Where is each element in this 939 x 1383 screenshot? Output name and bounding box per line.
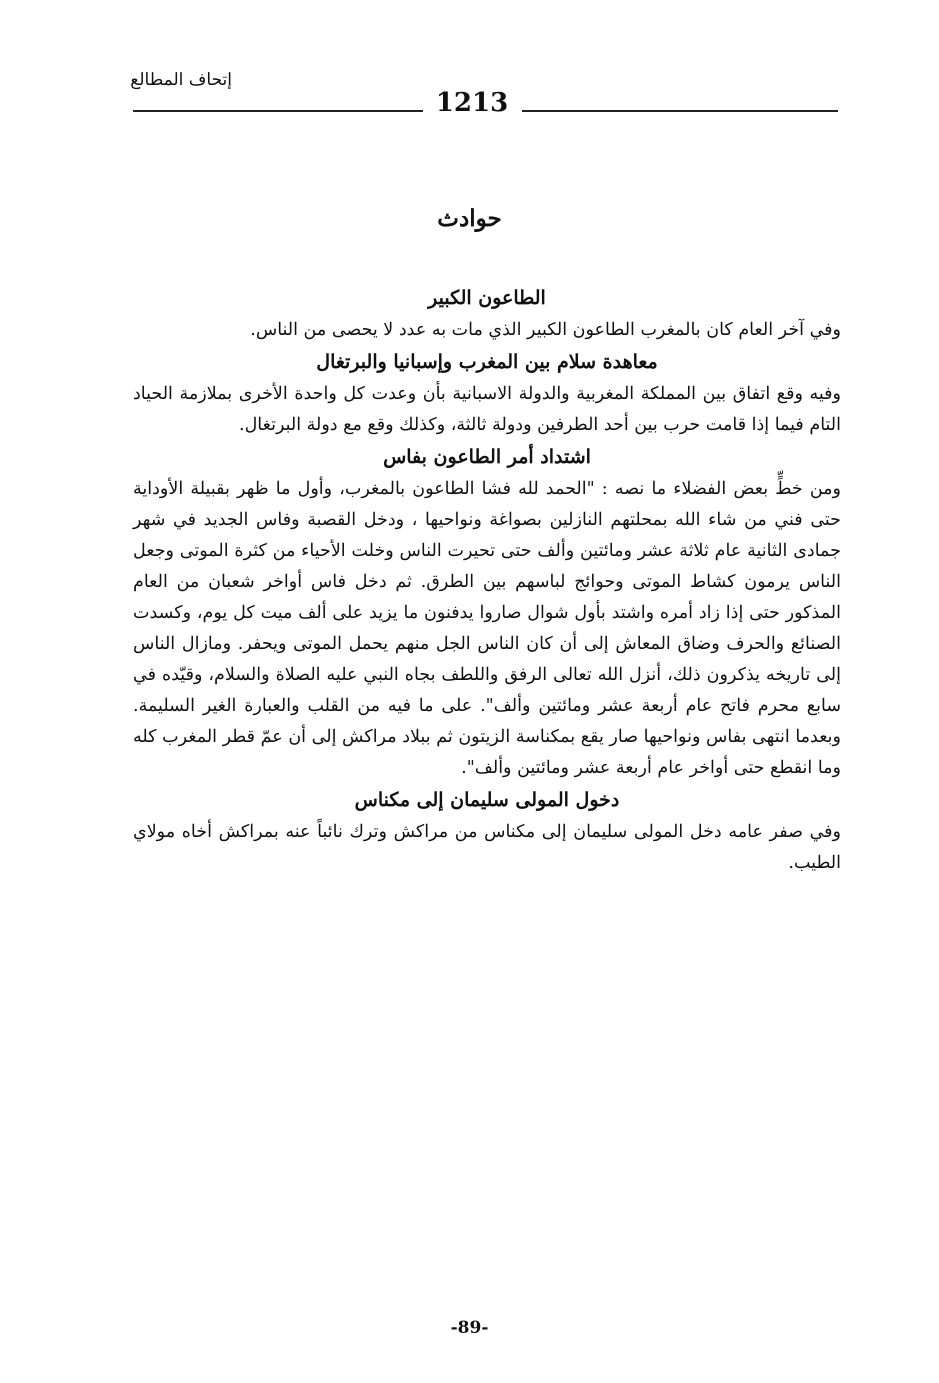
entry-text-plague-fes: ومن خطٍّ بعض الفضلاء ما نصه : "الحمد لله فشا الطاعون بالمغرب، وأول ما ظهر بقبيلة الأوداية حتى فني من شاء الله بمحلتهم النازلين بصواغة ونواحيها ، ودخل القصبة وفاس الجديد في شهر جمادى الثانية عام ثلاثة عشر ومائتين وألف حتى تحيرت الناس وخلت الأحياء من كثرة الموتى وجعل الناس يرمون كشاط الموتى وحوائج لباسهم بين الطرق. ثم دخل فاس أواخر شعبان من العام المذكور حتى إذا زاد أمره واشتد بأول شوال صاروا يدفنون ما يزيد على ألف ميت كل يوم، وكسدت الصنائع والحرف وضاق المعاش إلى أن كان الناس الجل منهم يحمل الموتى ويحفر. ومازال الناس إلى تاريخه يذكرون ذلك، أنزل الله تعالى الرفق واللطف بجاه النبي عليه الصلاة والسلام، وقيّده في سابع محرم فاتح عام أربعة عشر ومائتين وألف". على ما فيه من القلب والعبارة الغير السليمة. وبعدما انتهى بفاس ونواحيها صار يقع بمكناسة الزيتون ثم ببلاد مراكش إلى أن عمّ قطر المغرب كله وما انقطع حتى أواخر عام أربعة عشر ومائتين وألف". <box>133 479 841 778</box>
entry-heading-plague: الطاعون الكبير <box>428 287 546 309</box>
page-number: -89- <box>450 1318 489 1338</box>
entry-text-treaty: وفيه وقع اتفاق بين المملكة المغربية والدولة الاسبانية بأن وعدت كل واحدة الأخرى بملازمة الحياد التام فيما إذا قامت حرب بين أحد الطرفين ودولة ثالثة، وكذلك وقع مع دولة البرتغال. <box>133 384 841 435</box>
entry-heading-treaty: معاهدة سلام بين المغرب وإسبانيا والبرتغال <box>316 351 658 373</box>
running-title: إتحاف المطالع <box>130 70 232 90</box>
entry-text-meknes: وفي صفر عامه دخل المولى سليمان إلى مكناس من مراكش وترك نائباً عنه بمراكش أخاه مولاي الطيب. <box>133 822 841 873</box>
header-rule-right <box>522 110 838 112</box>
entry-text-plague: وفي آخر العام كان بالمغرب الطاعون الكبير الذي مات به عدد لا يحصى من الناس. <box>250 320 841 340</box>
year-heading: 1213 <box>435 88 509 118</box>
section-title: حوادث <box>437 205 502 232</box>
page-body <box>133 282 841 879</box>
header-rule-left <box>133 110 423 112</box>
entry-heading-plague-fes: اشتداد أمر الطاعون بفاس <box>383 446 591 468</box>
entry-heading-meknes: دخول المولى سليمان إلى مكناس <box>354 789 620 811</box>
